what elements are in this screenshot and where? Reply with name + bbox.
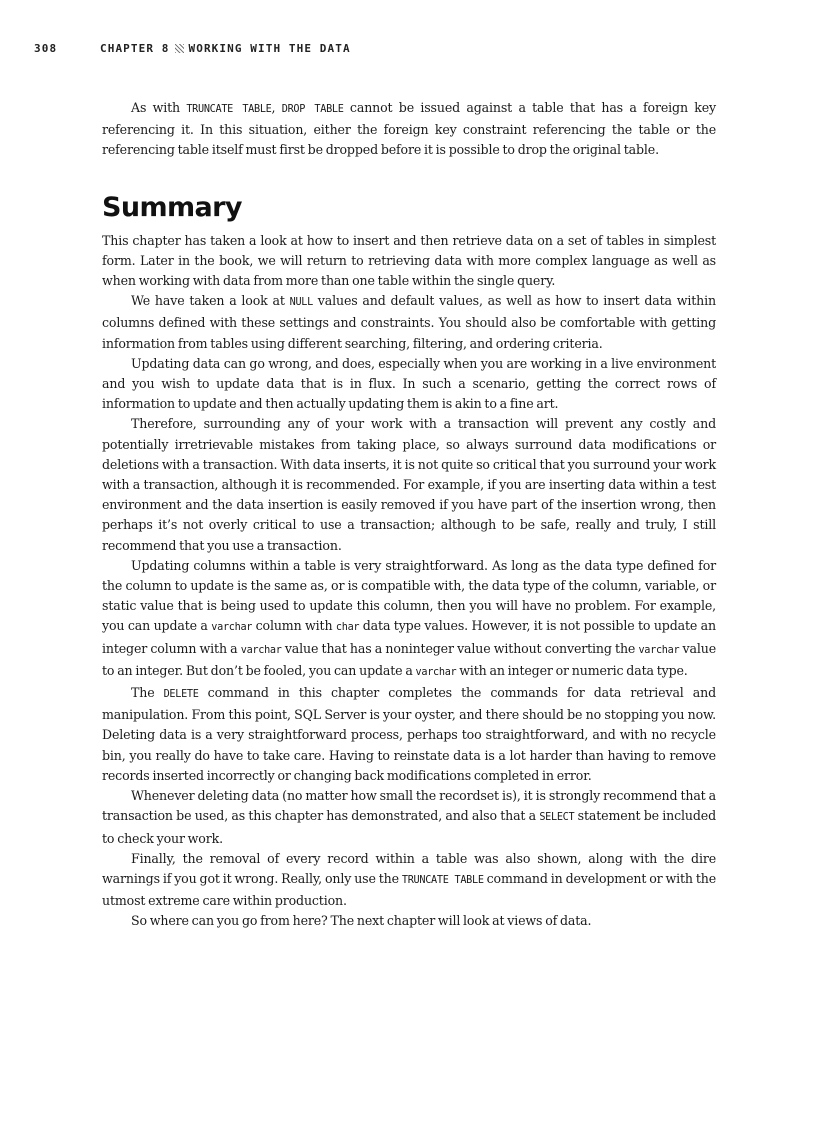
summary-paragraph — [102, 556, 716, 683]
inline-code: SELECT — [539, 812, 575, 824]
inline-code: TRUNCATE TABLE — [401, 874, 484, 886]
summary-paragraph — [102, 849, 716, 912]
inline-code: char — [335, 622, 360, 634]
summary-paragraph: This chapter has taken a look at how to insert and then retrieve data on a set of tables in simplest form. Later in the book, we will return to retrieving data with more complex language as well as when working with data from more than one table within the single query. — [102, 232, 716, 289]
chapter-title: WORKING WITH THE DATA — [188, 42, 351, 55]
inline-code: NULL — [289, 297, 313, 309]
running-header — [34, 42, 351, 55]
summary-paragraph — [102, 291, 716, 354]
inline-code: DELETE — [163, 689, 199, 701]
text-run: We have taken a look at — [131, 293, 290, 309]
text-run: Whenever deleting data (no matter how small the recordset is), it is strongly recommend that a transaction be used, as this chapter has demonstrated, and also that a — [102, 788, 716, 824]
summary-paragraph — [102, 786, 716, 849]
text-run: Finally, the removal of every record within a table was also shown, along with the dire warnings if you got it wrong. Really, only use the — [102, 850, 716, 886]
inline-code: varchar — [240, 644, 282, 656]
text-run: value to an integer. But don’t be fooled, you can update a — [102, 640, 716, 678]
text-run: values and default values, as well as how to insert data within columns defined with these settings and constraints. You should also be comfortable with getting information from tables using different searching, filtering, and ordering criteria. — [102, 293, 716, 351]
text-run: , — [271, 100, 282, 115]
page-body — [102, 98, 716, 932]
text-run: data type values. However, it is not possible to update an integer column with a — [102, 618, 716, 656]
chapter-label: CHAPTER 8 — [100, 42, 170, 55]
inline-code: TRUNCATE TABLE — [186, 104, 272, 115]
intro-paragraph — [102, 98, 716, 161]
text-run: with an integer or numeric data type. — [456, 662, 688, 678]
text-run: command in development or with the utmost extreme care within production. — [102, 870, 717, 909]
inline-code: varchar — [211, 622, 253, 634]
text-run: column with — [252, 618, 336, 634]
summary-paragraph: Updating data can go wrong, and does, especially when you are working in a live environment and you wish to update data that is in flux. In such a scenario, getting the correct rows of information to update and then actually updating them is akin to a fine art. — [102, 355, 716, 412]
summary-paragraph — [102, 683, 716, 786]
inline-code: DROP TABLE — [281, 104, 344, 115]
section-heading-summary: Summary — [102, 191, 242, 223]
text-run: The — [131, 685, 164, 701]
chapter-separator-icon — [175, 44, 184, 53]
summary-paragraph: Therefore, surrounding any of your work with a transaction will prevent any costly and potentially irretrievable mistakes from taking place, so always surround data modifications or deletions with a transaction. With data inserts, it is not quite so critical that you surround your work with a transaction, although it is recommended. For example, if you are inserting data within a test environment and the data insertion is easily removed if you have part of the insertion wrong, then perhaps it’s not overly critical to use a transaction; although to be safe, really and truly, I still recommend that you use a transaction. — [102, 416, 716, 553]
text-run: value that has a noninteger value without converting the — [281, 640, 639, 656]
summary-paragraph: So where can you go from here? The next chapter will look at views of data. — [131, 913, 592, 929]
page-number: 308 — [34, 42, 58, 55]
text-run: command in this chapter completes the commands for data retrieval and manipulation. From this point, SQL Server is your oyster, and there should be no stopping you now. Deleting data is a very straightforward process, perhaps too straightforward, and with no recycle bin, you really do have to take care. Having to reinstate data is a lot harder than having to remove records inserted incorrectly or changing back modifications completed in error. — [102, 685, 716, 783]
text-run: cannot be issued against a table that has a foreign key referencing it. In this situation, either the foreign key constraint referencing the table or the referencing table itself must first be dropped before it is possible to drop the original table. — [102, 100, 717, 158]
text-run: statement be included to check your work. — [102, 808, 716, 846]
text-run: Updating columns within a table is very straightforward. As long as the data type defined for the column to update is the same as, or is compatible with, the data type of the column, variable, or static value that is being used to update this column, then you will have no problem. For example, you can update a — [102, 557, 716, 634]
inline-code: varchar — [415, 666, 457, 678]
inline-code: varchar — [638, 644, 680, 656]
text-run: As with — [131, 100, 187, 115]
